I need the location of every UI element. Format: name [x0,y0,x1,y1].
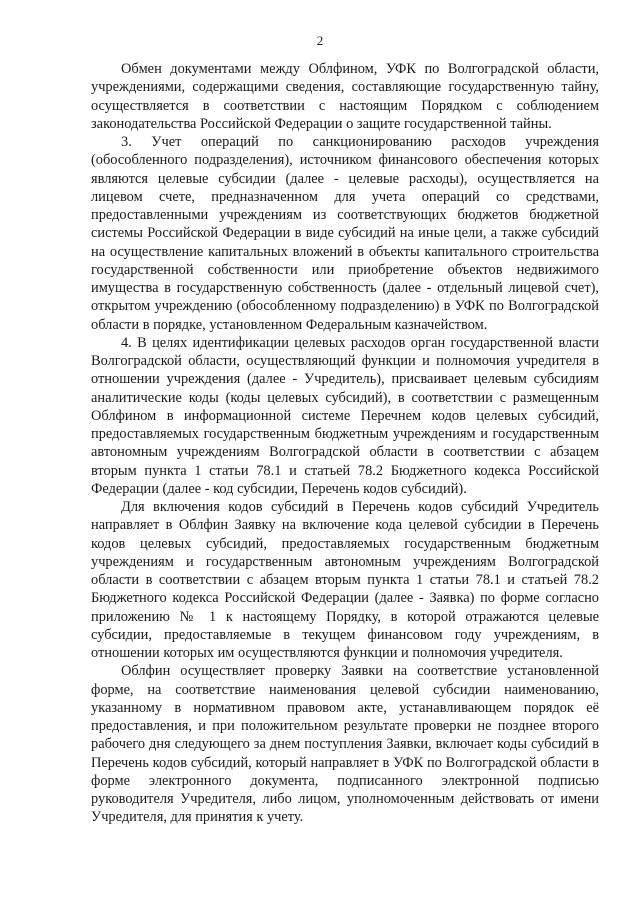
paragraph-document-exchange: Обмен документами между Облфином, УФК по Волгоградской области, учреждениями, содержащими сведения, составляющие государственную тайну, осуществляется в соответствии с настоящим Порядком с соблюдением законодательства Российской Федерации о защите государственной тайны. [91,61,599,132]
page-number: 2 [316,33,324,48]
paragraph-item-3: 3. Учет операций по санкционированию расходов учреждения (обособленного подразделения), источником финансового обеспечения которых являются целевые субсидии (далее - целевые расходы), осуществляется на лицевом счете, предназначенном для учета операций со средствами, предоставленными учреждениям из соответствующих бюджетов бюджетной системы Российской Федерации в виде субсидий на иные цели, а также субсидий на осуществление капитальных вложений в объекты капитального строительства государственной собственности или приобретение объектов недвижимого имущества в государственную собственность (далее - отдельный лицевой счет), открытом учреждению (обособленному подразделению) в УФК по Волгоградской области в порядке, установленном Федеральным казначейством. [91,134,599,333]
paragraph-item-4: 4. В целях идентификации целевых расходов орган государственной власти Волгоградской области, осуществляющий функции и полномочия учредителя в отношении учреждения (далее - Учредитель), присваивает целевым субсидиям аналитические коды (коды целевых субсидий), в соответствии с размещенным Облфином в информационной системе Перечнем кодов целевых субсидий, предоставляемых государственным бюджетным учреждениям и государственным автономным учреждениям Волгоградской области в соответствии с абзацем вторым пункта 1 статьи 78.1 и статьей 78.2 Бюджетного кодекса Российской Федерации (далее - код субсидии, Перечень кодов субсидий). [91,334,599,497]
paragraph-codes-inclusion: Для включения кодов субсидий в Перечень кодов субсидий Учредитель направляет в Облфин Заявку на включение кода целевой субсидии в Перечень кодов целевых субсидий, предоставляемых государственным бюджетным учреждениям и государственным автономным учреждениям Волгоградской области в соответствии с абзацем вторым пункта 1 статьи 78.1 и статьей 78.2 Бюджетного кодекса Российской Федерации (далее - Заявка) по форме согласно приложению № 1 к настоящему Порядку, в которой отражаются целевые субсидии, предоставляемые в текущем финансовом году учреждениям, в отношении которых им осуществляются функции и полномочия учредителя. [91,499,599,661]
paragraph-application-check: Облфин осуществляет проверку Заявки на соответствие установленной форме, на соответствие наименования целевой субсидии наименованию, указанному в нормативном правовом акте, устанавливающем порядок её предоставления, и при положительном результате проверки не позднее второго рабочего дня следующего за днем поступления Заявки, включает коды субсидий в Перечень кодов субсидий, который направляет в УФК по Волгоградской области в форме электронного документа, подписанного электронной подписью руководителя Учредителя, либо лицом, уполномоченным действовать от имени Учредителя, для принятия к учету. [91,663,599,826]
document-body [91,60,599,827]
